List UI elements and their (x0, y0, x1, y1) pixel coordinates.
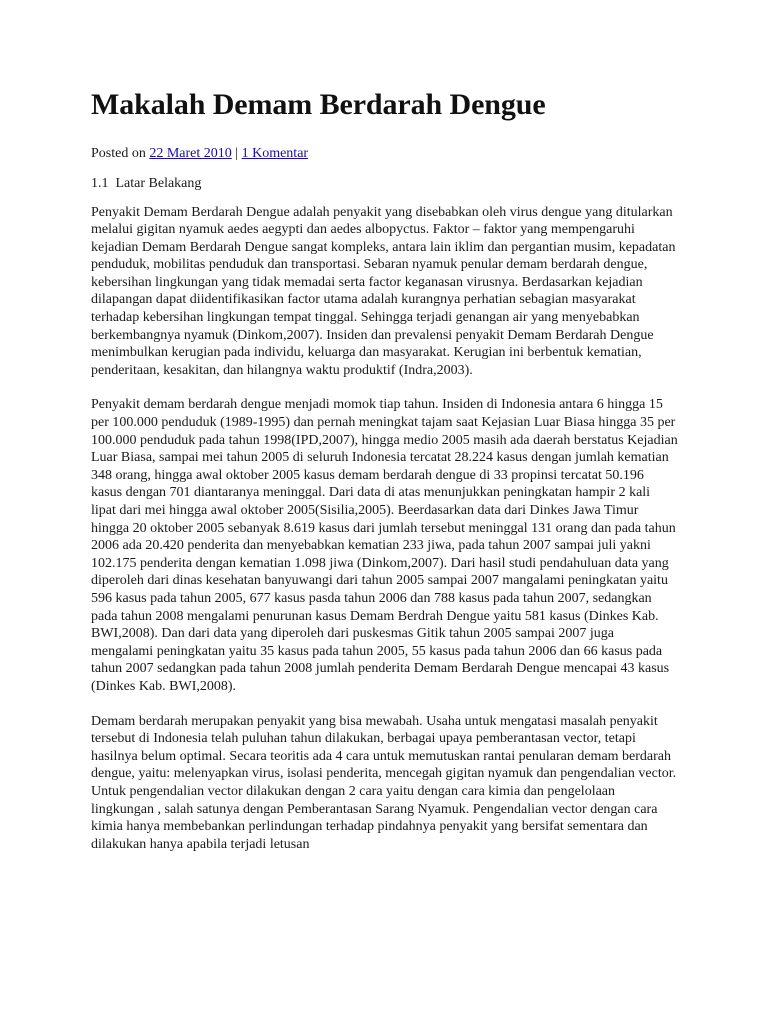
posted-on-label: Posted on (91, 145, 146, 161)
article-title: Makalah Demam Berdarah Dengue (91, 88, 546, 121)
paragraph-2: Penyakit demam berdarah dengue menjadi momok tiap tahun. Insiden di Indonesia antara 6 hingga 15 per 100.000 penduduk (1989-1995) dan pernah meningkat tajam saat Kejasian Luar Biasa hingga 35 per 100.000 penduduk pada tahun 1998(IPD,2007), hingga medio 2005 masih ada daerah berstatus Kejadian Luar Biasa, sampai mei tahun 2005 di seluruh Indonesia tercatat 28.224 kasus dengan jumlah kematian 348 orang, hingga awal oktober 2005 kasus demam berdarah dengue di 33 propinsi tercatat 50.196 kasus dengan 701 diantaranya meninggal. Dari data di atas menunjukkan peningkatan hampir 2 kali lipat dari mei hingga awal oktober 2005(Sisilia,2005). Beerdasarkan data dari Dinkes Jawa Timur hingga 20 oktober 2005 sebanyak 8.619 kasus dari jumlah tersebut meninggal 131 orang dan pada tahun 2006 ada 20.420 penderita dan menyebabkan kematian 233 jiwa, pada tahun 2007 sampai juli yakni 102.175 penderita dengan kematian 1.098 jiwa (Dinkom,2007). Dari hasil studi pendahuluan data yang diperoleh dari dinas kesehatan banyuwangi dari tahun 2005 sampai 2007 mangalami peningkatan yaitu 596 kasus pada tahun 2005, 677 kasus pasda tahun 2006 dan 788 kasus pada tahun 2007, sedangkan pada tahun 2008 mengalami penurunan kasus Demam Berdrah Dengue yaitu 581 kasus (Dinkes Kab. BWI,2008). Dan dari data yang diperoleh dari puskesmas Gitik tahun 2005 sampai 2007 juga mengalami peningkatan yaitu 35 kasus pada tahun 2005, 55 kasus pada tahun 2006 dan 66 kasus pada tahun 2007 sedangkan pada tahun 2008 jumlah penderita Demam Berdarah Dengue mencapai 43 kasus (Dinkes Kab. BWI,2008). (91, 397, 678, 694)
paragraph-3: Demam berdarah merupakan penyakit yang bisa mewabah. Usaha untuk mengatasi masalah penyakit tersebut di Indonesia telah puluhan tahun dilakukan, berbagai upaya pemberantasan vector, tetapi hasilnya belum optimal. Secara teoritis ada 4 cara untuk memutuskan rantai penularan demam berdarah dengue, yaitu: melenyapkan virus, isolasi penderita, mencegah gigitan nyamuk dan pengendalian vector. Untuk pengendalian vector dilakukan dengan 2 cara yaitu dengan cara kimia dan pengelolaan lingkungan , salah satunya dengan Pemberantasan Sarang Nyamuk. Pengendalian vector dengan cara kimia hanya membebankan perlindungan terhadap pindahnya penyakit yang bersifat sementara dan dilakukan hanya apabila terjadi letusan (91, 713, 677, 852)
post-meta (91, 145, 678, 163)
section-heading: 1.1 Latar Belakang (91, 175, 202, 191)
paragraph-1: Penyakit Demam Berdarah Dengue adalah penyakit yang disebabkan oleh virus dengue yang ditularkan melalui gigitan nyamuk aedes aegypti dan aedes albopyctus. Faktor – faktor yang mempengaruhi kejadian Demam Berdarah Dengue sangat kompleks, antara lain iklim dan pergantian musim, kepadatan penduduk, mobilitas penduduk dan transportasi. Sebaran nyamuk penular demam berdarah dengue, kebersihan lingkungan yang tidak memadai serta factor keganasan virusnya. Berdasarkan kejadian dilapangan dapat diidentifikasikan factor utama adalah kurangnya perhatian sebagian masyarakat terhadap kebersihan lingkungan tempat tinggal. Sehingga terjadi genangan air yang menyebabkan berkembangnya nyamuk (Dinkom,2007). Insiden dan prevalensi penyakit Demam Berdarah Dengue menimbulkan kerugian pada individu, keluarga dan masyarakat. Kerugian ini berbentuk kematian, penderitaan, kesakitan, dan hilangnya waktu produktif (Indra,2003). (91, 204, 676, 378)
meta-separator: | (235, 145, 239, 161)
post-date-link[interactable]: 22 Maret 2010 (149, 145, 232, 161)
comments-link[interactable]: 1 Komentar (241, 145, 309, 161)
